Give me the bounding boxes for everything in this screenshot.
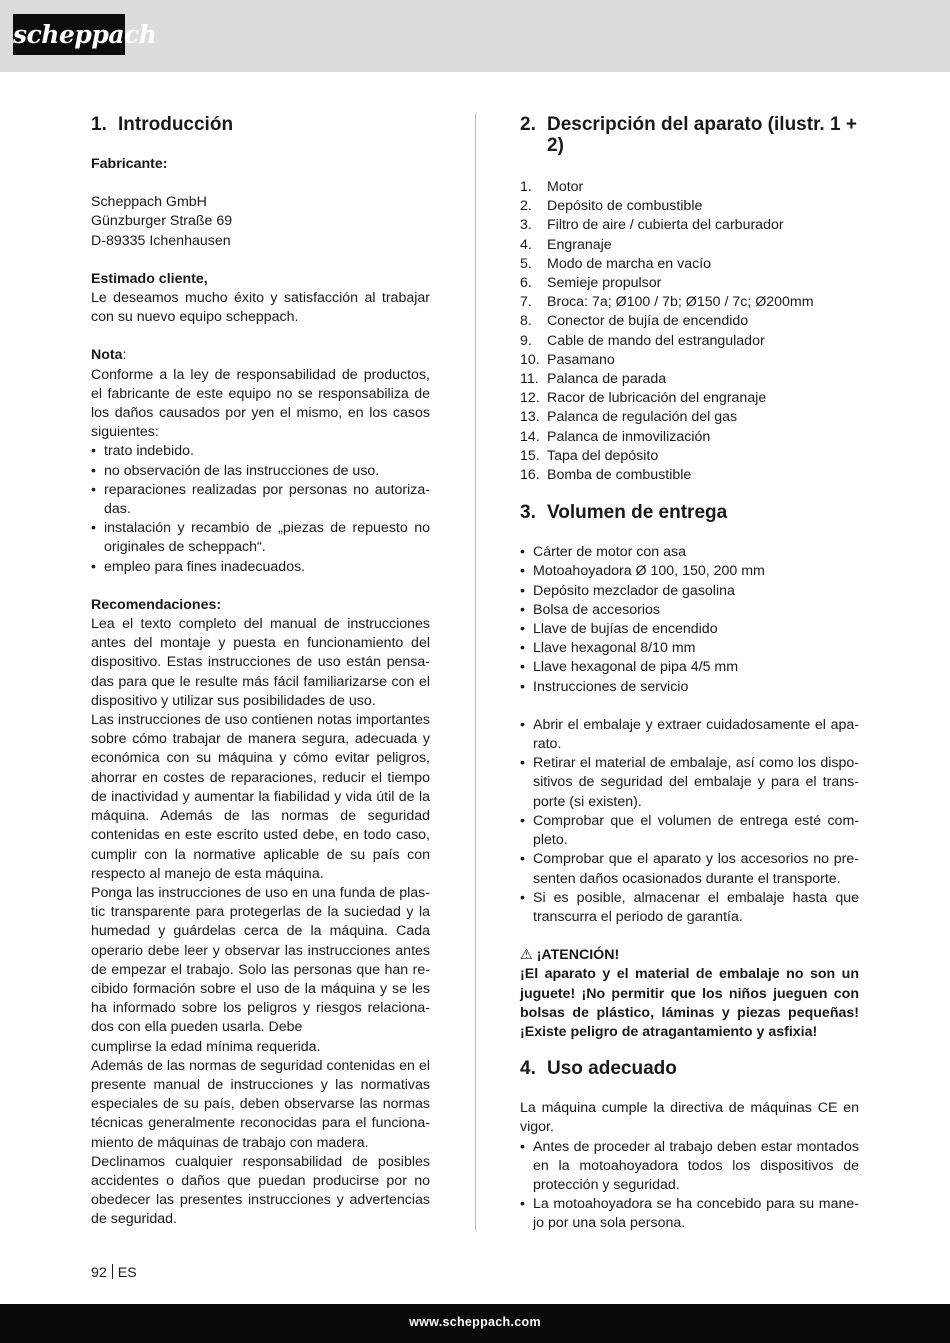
manufacturer-label: Fabricante: — [91, 156, 168, 172]
warning-triangle-icon: ⚠ — [520, 947, 533, 964]
intended-use-intro: La máquina cumple la directiva de máquinas CE en vigor. — [520, 1100, 859, 1136]
list-item: 15. Tapa del depósito — [520, 447, 659, 464]
column-divider — [475, 113, 476, 1231]
list-item: 1. Motor — [520, 179, 584, 195]
section-4-heading: 4. Uso adecuado — [520, 1058, 677, 1080]
list-item: • Comprobar que el aparato y los accesorios no presenten daños ocasionados durante el transporte. — [520, 850, 859, 888]
bottom-bar — [0, 1304, 950, 1343]
recommendations-paragraph: Declinamos cualquier responsabilidad de posibles accidentes o daños que puedan producirse por no obedecer las presentes instrucciones y advertencias de seguridad. — [91, 1153, 430, 1228]
intended-use-list — [520, 1138, 859, 1234]
top-bar — [0, 0, 950, 72]
recommendations-paragraph: Lea el texto completo del manual de instrucciones antes del montaje y puesta en funcionamiento del dispositivo. Estas instrucciones de uso están pensadas para que le resulte más fácil familiarizarse con el dispositivo y utilizar sus posibilidades de uso. — [91, 616, 430, 709]
scheppach-logo: scheppach — [13, 14, 125, 55]
list-item: • Bolsa de accesorios — [520, 601, 859, 620]
list-item: • Llave hexagonal 8/10 mm — [520, 639, 859, 658]
list-item: 10. Pasamano — [520, 351, 615, 368]
list-item: • trato indebido. — [91, 442, 430, 461]
list-item: • Retirar el material de embalaje, así como los dispositivos de seguridad del embalaje y para el transporte (si existen). — [520, 754, 859, 812]
website-link[interactable]: www.scheppach.com — [409, 1315, 541, 1329]
section-1-heading: 1. Introducción — [91, 114, 234, 135]
list-item: 12. Racor de lubricación del engranaje — [520, 390, 767, 407]
list-item: 7. Broca: 7a; Ø100 / 7b; Ø150 / 7c; Ø200mm — [520, 294, 814, 311]
list-item: • Si es posible, almacenar el embalaje hasta que transcurra el periodo de garantía. — [520, 889, 859, 927]
recommendations-paragraph: Ponga las instrucciones de uso en una funda de plastic transparente para protegerlas de la suciedad y la humedad y guárdelas cerca de la máquina. Cada operario debe leer y observar las instrucciones antes de empezar el trabajo. Solo las personas que han recibido formación sobre el uso de la máquina y se les ha informado sobre los peligros y riesgos relacionados con ella pueden usarla. Debe — [91, 884, 430, 1036]
list-item: • Depósito mezclador de gasolina — [520, 582, 859, 601]
page-separator — [112, 1264, 113, 1279]
right-column — [520, 114, 859, 1234]
recommendations-label: Recomendaciones: — [91, 596, 222, 613]
recommendations-paragraph: Las instrucciones de uso contienen notas importantes sobre cómo trabajar de manera segura, adecuada y económica con su máquina y cómo evitar peligros, ahorrar en costes de reparaciones, reducir el tiempo de inactividad y aumentar la fiabilidad y vida útil de la máquina. Además de las normas de seguridad contenidas en este escrito usted debe, en todo caso, cumplir con la normative aplicable de su país con respecto al manejo de esta máquina. — [91, 712, 430, 882]
list-item: • no observación de las instrucciones de uso. — [91, 462, 430, 481]
list-item: 3. Filtro de aire / cubierta del carburador — [520, 217, 784, 234]
list-item: • Llave de bujías de encendido — [520, 620, 859, 639]
list-item: • La motoahoyadora se ha concebido para su manejo por una sola persona. — [520, 1195, 859, 1233]
list-item: • instalación y recambio de „piezas de repuesto no originales de scheppach“. — [91, 519, 430, 557]
left-column — [91, 114, 430, 1230]
list-item: 13. Palanca de regulación del gas — [520, 409, 738, 426]
list-item: 4. Engranaje — [520, 236, 612, 253]
section-2-heading: 2. Descripción del aparato (ilustr. 1 + 2) — [520, 114, 857, 156]
list-item: • Instrucciones de servicio — [520, 678, 859, 697]
list-item: 8. Conector de bujía de encendido — [520, 313, 749, 330]
section-3-heading: 3. Volumen de entrega — [520, 502, 728, 524]
dear-customer-label: Estimado cliente, — [91, 270, 208, 287]
manufacturer-address: Scheppach GmbH Günzburger Straße 69 D-89335 Ichenhausen — [91, 194, 233, 249]
list-item: 2. Depósito de combustible — [520, 198, 703, 215]
recommendations-paragraph: Además de las normas de seguridad contenidas en el presente manual de instrucciones y las normativas especiales de su país, deben observarse las normas técnicas generalmente reconocidas para el funcionamiento de máquinas de trabajo con madera. — [91, 1057, 430, 1151]
list-item: • Cárter de motor con asa — [520, 543, 859, 562]
list-item: • Motoahoyadora Ø 100, 150, 200 mm — [520, 562, 859, 581]
list-item: 9. Cable de mando del estrangulador — [520, 332, 765, 349]
list-item: • Comprobar que el volumen de entrega esté completo. — [520, 812, 859, 850]
list-item: • Abrir el embalaje y extraer cuidadosamente el aparato. — [520, 716, 859, 754]
dear-customer-text: Le deseamos mucho éxito y satisfacción al trabajar con su nuevo equipo scheppach. — [91, 290, 430, 326]
parts-list — [520, 178, 859, 485]
note-list — [91, 442, 430, 576]
delivery-list — [520, 543, 859, 697]
list-item: • Antes de proceder al trabajo deben estar montados en la motoahoyadora todos los dispositivos de protección y seguridad. — [520, 1138, 859, 1196]
list-item: • empleo para fines inadecuados. — [91, 558, 430, 577]
unpacking-list — [520, 716, 859, 927]
list-item: 16. Bomba de combustible — [520, 467, 692, 484]
list-item: 14. Palanca de inmovilización — [520, 428, 711, 445]
page-number: 92 ES — [91, 1265, 137, 1281]
list-item: 6. Semieje propulsor — [520, 275, 662, 292]
note-text: Conforme a la ley de responsabilidad de productos, el fabricante de este equipo no se responsabiliza de los daños causados por yen el mismo, en los casos siguientes: — [91, 366, 430, 441]
list-item: 11. Palanca de parada — [520, 371, 667, 388]
list-item: • Llave hexagonal de pipa 4/5 mm — [520, 658, 859, 677]
warning-heading: ⚠ ¡ATENCIÓN! — [520, 947, 620, 964]
list-item: 5. Modo de marcha en vacío — [520, 255, 712, 272]
list-item: • reparaciones realizadas por personas no autorizadas. — [91, 481, 430, 519]
note-label: Nota: — [91, 347, 127, 364]
recommendations-paragraph: cumplirse la edad mínima requerida. — [91, 1038, 321, 1055]
warning-text: ¡El aparato y el material de embalaje no son un juguete! ¡No permitir que los niños jueguen con bolsas de plástico, láminas y piezas pequeñas! ¡Existe peligro de atragantamiento y asfixia! — [520, 966, 859, 1040]
